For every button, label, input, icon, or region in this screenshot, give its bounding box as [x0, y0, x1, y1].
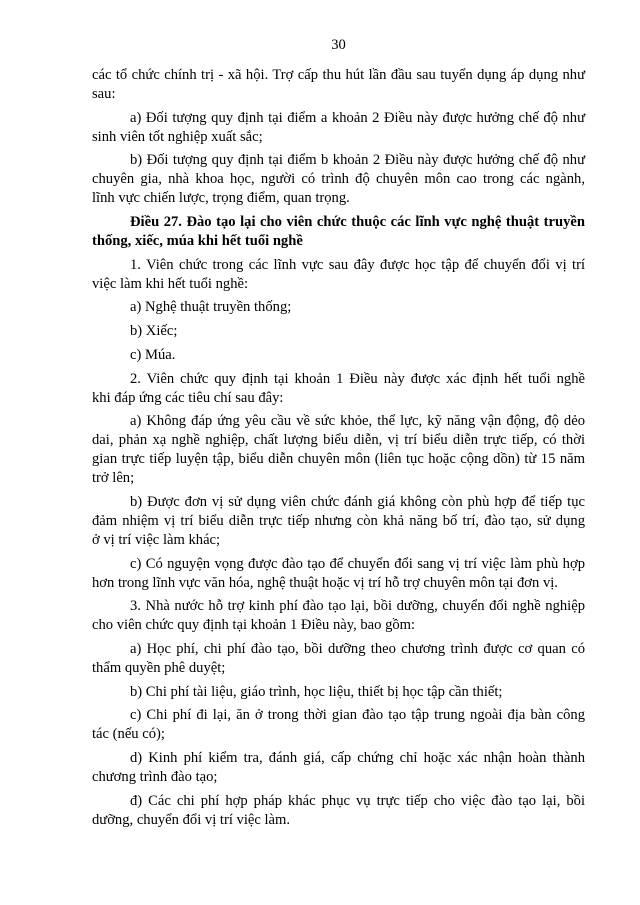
- carryover-point-a: [92, 109, 585, 147]
- clause-line: 3. Nhà nước hỗ trợ kinh phí đào tạo lại, bồi dưỡng, chuyển đổi nghề nghiệp: [130, 598, 585, 615]
- article-heading: [92, 213, 585, 251]
- point-line: b) Đối tượng quy định tại điểm b khoản 2 Điều này được hưởng chế độ như: [130, 152, 585, 169]
- point-line: a) Không đáp ứng yêu cầu về sức khỏe, thể lực, kỹ năng vận động, độ dẻo: [130, 413, 585, 430]
- clause-1: [92, 256, 585, 294]
- point-line: c) Có nguyện vọng được đào tạo để chuyển đổi sang vị trí việc làm phù hợp: [130, 555, 585, 572]
- point-line: chuyên gia, nhà khoa học, người có trình độ chuyên môn cao trong các ngành,: [92, 171, 585, 188]
- point-line: gian trực tiếp luyện tập, biểu diễn chuyên môn (liên tục hoặc cộng dồn) từ 15 năm: [92, 451, 585, 468]
- clause-1-point-b: [92, 322, 585, 341]
- clause-line: việc làm khi hết tuổi nghề:: [92, 275, 249, 292]
- point-line: a) Nghệ thuật truyền thống;: [130, 299, 292, 316]
- clause-3-point-a: [92, 640, 585, 678]
- clause-line: khi đáp ứng các tiêu chí sau đây:: [92, 389, 284, 406]
- point-line: b) Chi phí tài liệu, giáo trình, học liệu, thiết bị học tập cần thiết;: [130, 683, 503, 700]
- clause-line: 1. Viên chức trong các lĩnh vực sau đây được học tập để chuyển đổi vị trí: [130, 256, 585, 273]
- article-heading-line: Điều 27. Đào tạo lại cho viên chức thuộc các lĩnh vực nghệ thuật truyền: [130, 214, 585, 231]
- point-line: d) Kinh phí kiểm tra, đánh giá, cấp chứng chỉ hoặc xác nhận hoàn thành: [130, 750, 585, 766]
- point-line: sinh viên tốt nghiệp xuất sắc;: [92, 128, 263, 145]
- clause-3-point-dd: [92, 792, 585, 830]
- point-line: đảm nhiệm vị trí biểu diễn trực tiếp nhưng còn khả năng bố trí, đào tạo, sử dụng: [92, 512, 585, 529]
- clause-3-point-c: [92, 706, 585, 744]
- point-line: đ) Các chi phí hợp pháp khác phục vụ trực tiếp cho việc đào tạo lại, bồi: [130, 792, 585, 809]
- point-line: trở lên;: [92, 470, 135, 487]
- point-line: dưỡng, chuyển đổi vị trí việc làm.: [92, 811, 291, 828]
- point-line: dai, phản xạ nghề nghiệp, chất lượng biểu diễn, vị trí biểu diễn trực tiếp, có thời: [92, 432, 585, 449]
- clause-3-point-b: [92, 683, 585, 702]
- clause-2-point-c: [92, 555, 585, 593]
- carryover-point-b: [92, 151, 585, 208]
- point-line: b) Được đơn vị sử dụng viên chức đánh giá không còn phù hợp để tiếp tục: [130, 493, 585, 510]
- point-line: a) Đối tượng quy định tại điểm a khoản 2 Điều này được hưởng chế độ như: [130, 109, 585, 126]
- clause-2-point-b: [92, 493, 585, 550]
- clause-2: [92, 370, 585, 408]
- clause-1-point-c: [92, 346, 585, 365]
- point-line: b) Xiếc;: [130, 323, 178, 340]
- point-line: ở vị trí việc làm khác;: [92, 531, 221, 548]
- point-line: hơn trong lĩnh vực văn hóa, nghệ thuật hoặc vị trí hỗ trợ chuyên môn tại đơn vị.: [92, 574, 558, 591]
- carryover-line: sau:: [92, 86, 116, 102]
- article-heading-line: thống, xiếc, múa khi hết tuổi nghề: [92, 233, 303, 250]
- clause-3: [92, 597, 585, 635]
- point-line: thẩm quyền phê duyệt;: [92, 659, 226, 676]
- clause-3-point-d: [92, 749, 585, 787]
- page-body: [92, 66, 585, 830]
- clause-2-point-a: [92, 412, 585, 488]
- carryover-paragraph: [92, 66, 585, 104]
- point-line: c) Chi phí đi lại, ăn ở trong thời gian đào tạo tập trung ngoài địa bàn công: [130, 707, 585, 724]
- page-number: 30: [331, 37, 346, 53]
- point-line: lĩnh vực chiến lược, trọng điểm, quan trọng.: [92, 190, 350, 207]
- clause-line: 2. Viên chức quy định tại khoản 1 Điều này được xác định hết tuổi nghề: [130, 370, 585, 387]
- point-line: tác (nếu có);: [92, 726, 165, 743]
- clause-line: cho viên chức quy định tại khoản 1 Điều này, bao gồm:: [92, 617, 416, 634]
- point-line: chương trình đào tạo;: [92, 769, 218, 785]
- point-line: c) Múa.: [130, 346, 176, 363]
- carryover-line: các tổ chức chính trị - xã hội. Trợ cấp thu hút lần đầu sau tuyển dụng áp dụng như: [92, 67, 585, 83]
- clause-1-point-a: [92, 298, 585, 317]
- point-line: a) Học phí, chi phí đào tạo, bồi dưỡng theo chương trình được cơ quan có: [130, 640, 585, 657]
